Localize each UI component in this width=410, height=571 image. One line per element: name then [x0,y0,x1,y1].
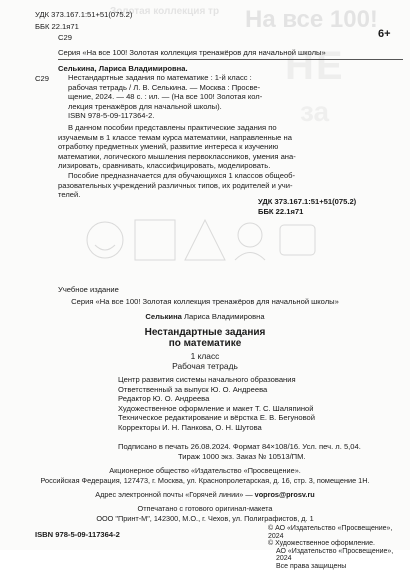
author-heading: Селькина, Лариса Владимировна. [58,64,188,73]
annotation-line: математики, логического мышления первоклассников, умения ана- [58,151,296,161]
bbk-code: ББК 22.1я71 [35,22,79,31]
hotline-label: Адрес электронной почты «Горячей линии» — [95,490,255,499]
credit-line: Корректоры И. Н. Панкова, О. Н. Шутова [118,422,262,432]
credit-line: Центр развития системы начального образования [118,375,296,384]
publisher-address: Российская Федерация, 127473, г. Москва, ул. Краснопролетарская, д. 16, стр. 3, помещение 1Н. [40,476,370,485]
isbn: ISBN 978-5-09-117364-2 [35,530,120,539]
book-title: по математике [168,338,242,349]
print-info: Подписано в печать 26.08.2024. Формат 84×108/16. Усл. печ. л. 5,04. [118,442,361,451]
copyright-block [268,525,408,571]
printed-note: Отпечатано с готового оригинал-макета [137,504,273,513]
divider [58,59,403,60]
hotline [0,490,410,499]
audience-line: телей. [58,190,81,200]
author-sign: С29 [35,74,49,83]
bib-line: Нестандартные задания по математике : 1-й класс : [68,73,252,82]
bib-line: щение, 2024. — 48 с. : ил. — (На все 100! Золотая кол- [68,92,263,102]
print-info: Тираж 1000 экз. Заказ № 10513/ПМ. [178,452,306,461]
annotation-line: В данном пособии представлены практические задания по [68,123,277,132]
annotation-line: лизировать, сравнивать, классифицировать, моделировать. [58,161,271,171]
udk-code: УДК 373.167.1:51+51(075.2) [35,10,133,19]
audience-line: разовательных учреждений различных типов, их родителей и учи- [58,180,293,190]
book-kind: Рабочая тетрадь [172,361,238,371]
credit-line: Художественное оформление и макет Т. С. Шаляпиной [118,403,314,413]
hotline-email: vopros@prosv.ru [254,490,315,499]
book-title: Нестандартные задания [144,327,266,338]
udk-code: УДК 373.167.1:51+51(075.2) [258,197,357,206]
copyright-line: © АО «Издательство «Просвещение», 2024 [268,525,393,540]
annotation [58,123,398,171]
isbn-line: ISBN 978-5-09-117364-2. [68,111,155,121]
imprint-author [0,312,410,321]
annotation-line: отработку предметных умений, развитие интереса к изучению [58,142,279,152]
author-given-names: Лариса Владимировна [181,312,265,321]
annotation-line: изучаемым в 1 классе темам курса математики, направленные на [58,132,292,142]
publisher-name: Акционерное общество «Издательство «Просвещение». [109,466,301,475]
author-surname: Селькина [145,312,182,321]
show-through-text: Золотая коллекция тр [110,6,220,17]
grade: 1 класс [190,351,220,361]
bib-line: рабочая тетрадь / Л. В. Селькина. — Москва : Просве- [68,82,261,92]
series-line: Серия «На все 100! Золотая коллекция тренажёров для начальной школы» [71,297,339,306]
audience-line: Пособие предназначается для обучающихся 1 классов общеоб- [68,171,296,180]
bib-line: лекция тренажёров для начальной школы). [68,101,222,111]
copyright-line: Все права защищены [276,562,347,570]
credit-line: Ответственный за выпуск Ю. О. Андреева [118,384,268,394]
printer-address: ООО "Принт-М", 142300, М.О., г. Чехов, ул. Полиграфистов, д. 1 [96,514,314,523]
bbk-code: ББК 22.1я71 [258,207,304,216]
show-through-text: за [300,96,330,127]
credits [118,375,378,433]
faded-illustration [75,200,330,280]
show-through-text: НЕ [285,44,345,88]
edition-type: Учебное издание [58,285,119,294]
series-line: Серия «На все 100! Золотая коллекция тренажёров для начальной школы» [58,48,326,57]
show-through-text: На все 100! [245,6,378,33]
copyright-line: АО «Издательство «Просвещение», 2024 [276,547,394,563]
credit-line: Редактор Ю. О. Андреева [118,394,210,404]
credit-line: Техническое редактирование и вёрстка Е. В. Бегуновой [118,413,315,423]
audience-note [58,171,398,200]
age-rating-badge: 6+ [378,28,391,40]
copyright-line: © Художественное оформление. [268,540,375,548]
author-sign: С29 [58,33,72,42]
bib-description [68,73,398,121]
